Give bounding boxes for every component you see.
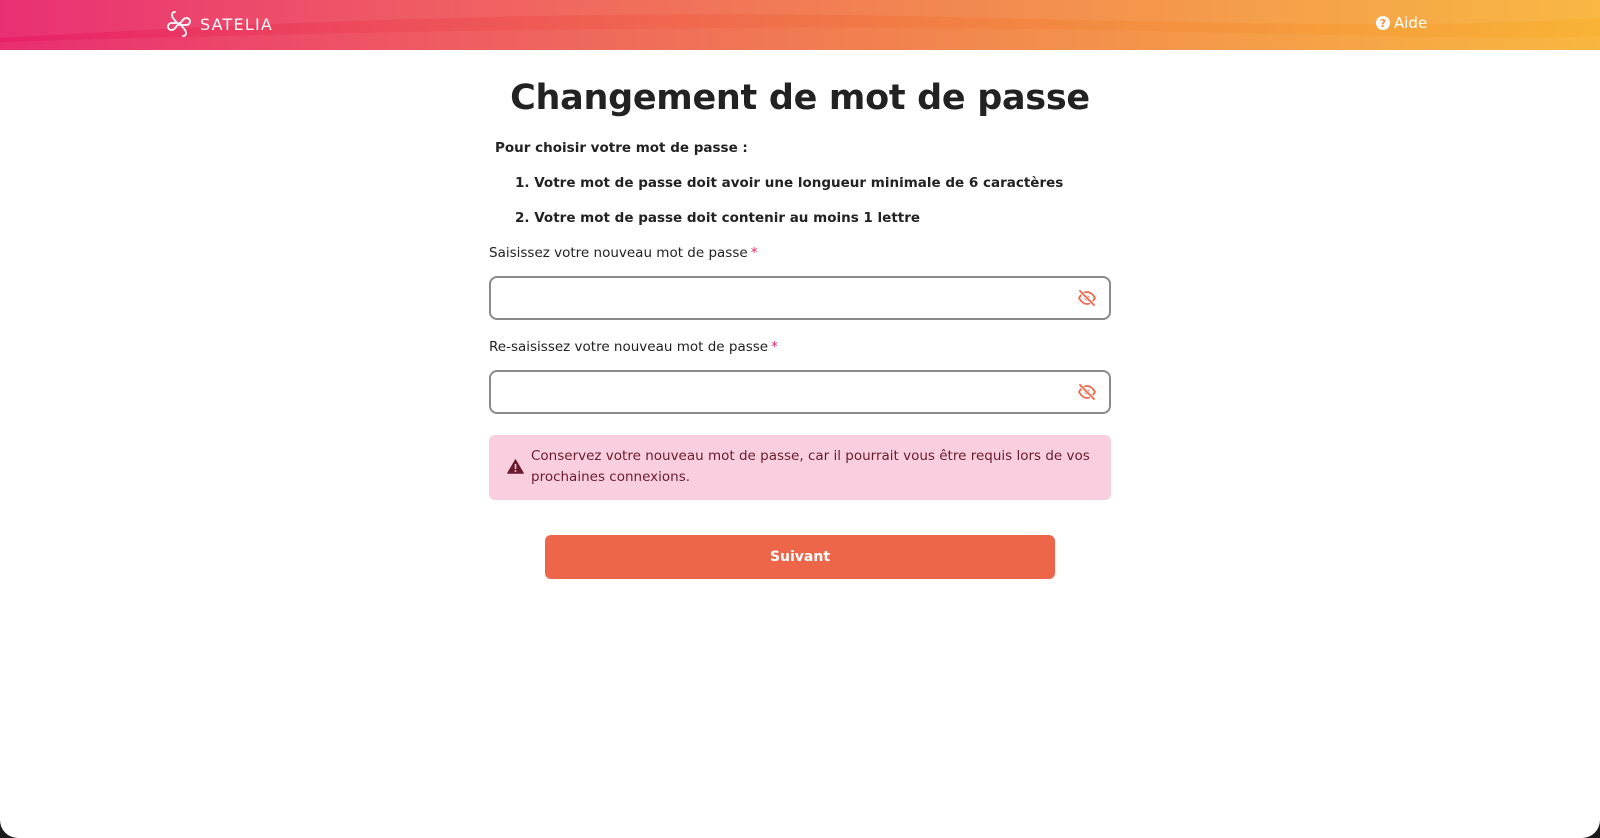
new-password-field[interactable] [489,276,1111,320]
rule-letter: 2. Votre mot de passe doit contenir au moins 1 lettre [515,210,921,226]
rule-min-length: 1. Votre mot de passe doit avoir une longueur minimale de 6 caractères [515,175,1064,191]
required-marker: * [771,339,778,355]
new-password-input[interactable] [491,278,1075,316]
password-change-form [489,78,1111,565]
confirm-password-label-text: Re-saisissez votre nouveau mot de passe [489,339,769,355]
next-button[interactable]: Suivant [545,535,1055,579]
confirm-password-input[interactable] [491,372,1075,410]
new-password-label-text: Saisissez votre nouveau mot de passe [489,245,748,261]
page-title: Changement de mot de passe [510,78,1090,118]
confirm-password-label [489,339,778,355]
help-link[interactable] [1376,14,1427,32]
help-label: Aide [1394,14,1428,32]
required-marker: * [750,245,758,261]
rules-intro: Pour choisir votre mot de passe : [495,140,748,156]
warning-alert-text: Conservez votre nouveau mot de passe, car il pourrait vous être requis lors de vos prochaines connexions. [531,448,1090,485]
satelia-logo-icon [164,9,194,39]
brand-name: SATELIA [200,14,274,34]
brand-logo[interactable] [164,10,273,38]
eye-slash-icon[interactable] [1077,289,1097,307]
question-circle-icon: ? [1376,16,1390,30]
new-password-label [489,245,757,261]
eye-slash-icon[interactable] [1077,383,1097,401]
warning-icon [507,459,524,474]
confirm-password-field[interactable] [489,370,1111,414]
warning-alert [489,435,1111,500]
top-header [0,0,1600,50]
